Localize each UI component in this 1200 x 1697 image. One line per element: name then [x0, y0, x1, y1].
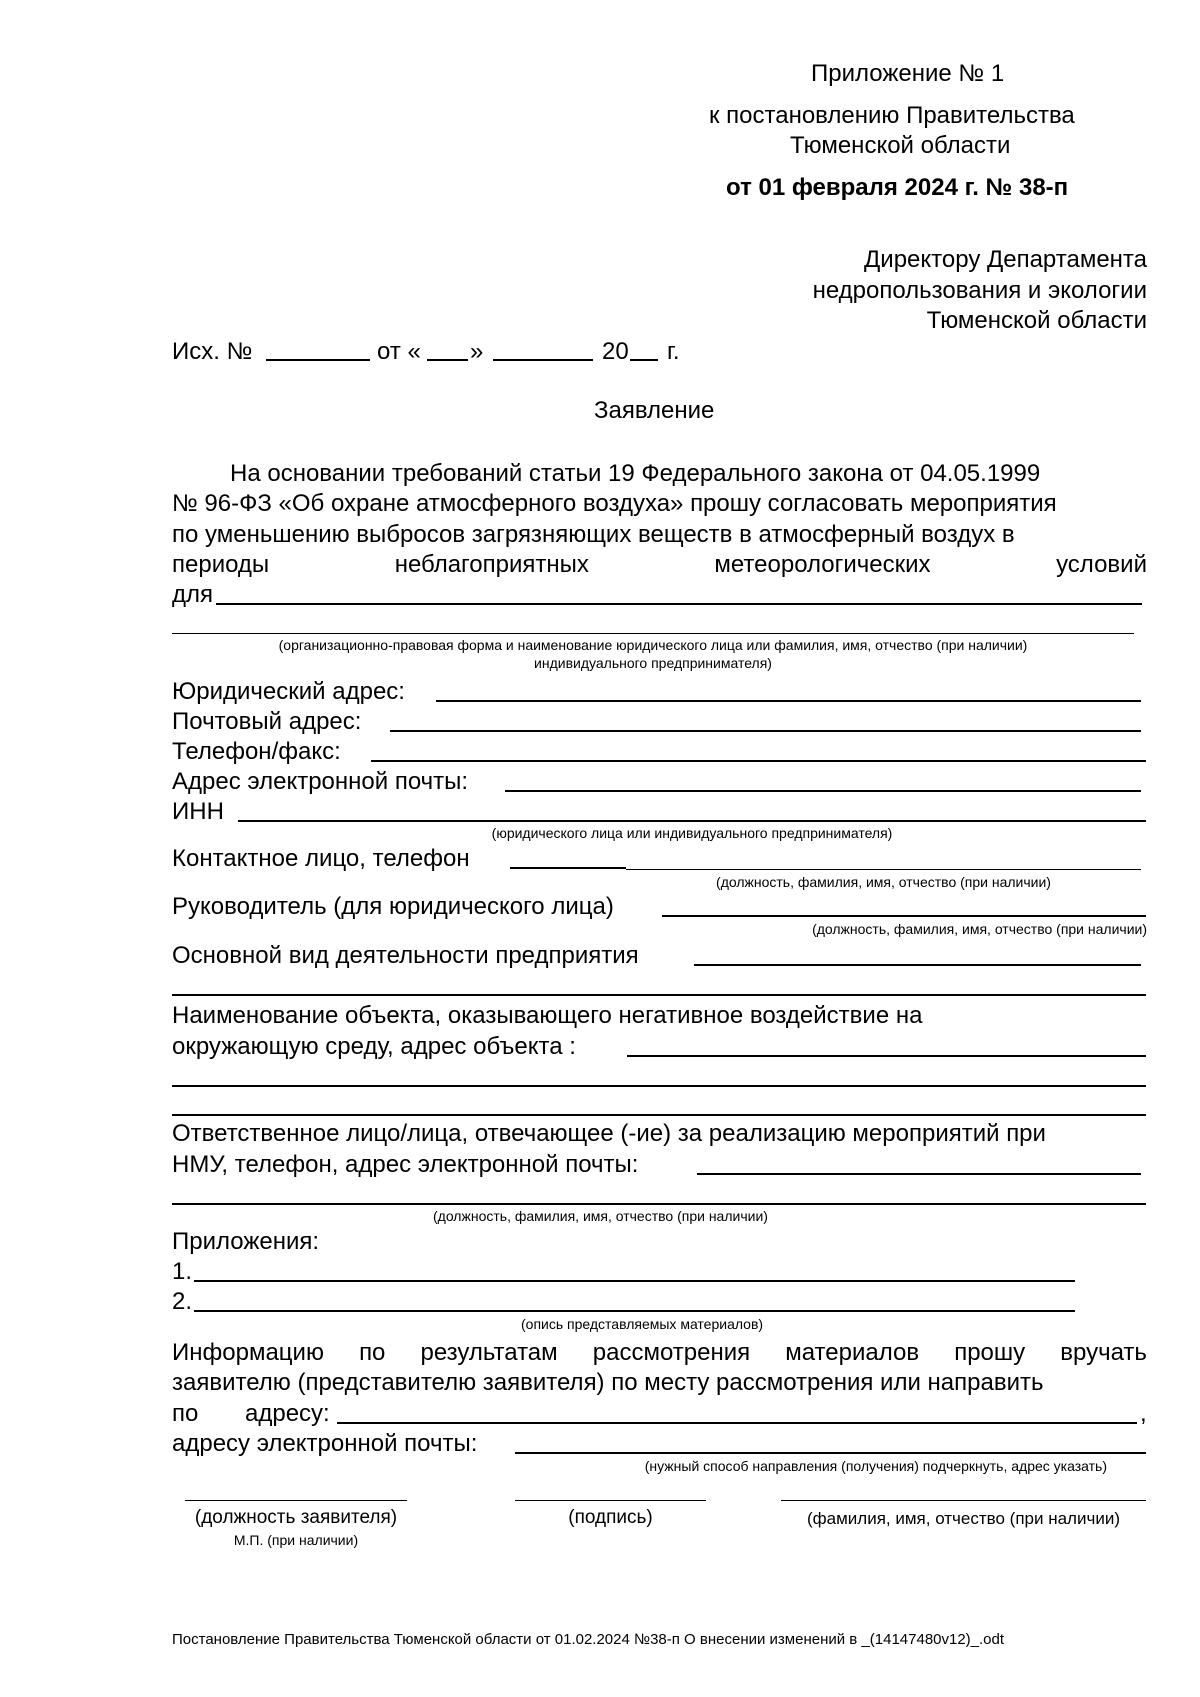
contact-person-label: Контактное лицо, телефон	[172, 845, 470, 872]
email-input[interactable]	[505, 790, 1141, 792]
intro-line-3: по уменьшению выбросов загрязняющих веществ в атмосферный воздух в	[172, 521, 1015, 548]
appendix-label: Приложение № 1	[811, 60, 1005, 87]
delivery-word-7: вручать	[1060, 1339, 1147, 1366]
delivery-line-3-a: по	[172, 1400, 199, 1427]
stamp-hint: М.П. (при наличии)	[233, 1532, 359, 1548]
intro-word-4: условий	[1056, 551, 1147, 578]
outgoing-g: г.	[667, 338, 680, 365]
legal-address-label: Юридический адрес:	[172, 678, 405, 705]
inn-label: ИНН	[172, 798, 224, 825]
object-label-line-2: окружающую среду, адрес объекта :	[172, 1033, 576, 1060]
responsible-label-line-2: НМУ, телефон, адрес электронной почты:	[172, 1151, 639, 1178]
main-activity-input-1[interactable]	[694, 964, 1141, 966]
signature-input[interactable]	[515, 1500, 706, 1501]
legal-address-input[interactable]	[436, 700, 1141, 702]
intro-line-4	[172, 553, 1147, 577]
addressee-line-1: Директору Департамента	[864, 246, 1147, 273]
intro-line-2: № 96-ФЗ «Об охране атмосферного воздуха» прошу согласовать мероприятия	[172, 490, 1057, 517]
delivery-word-3: результатам	[420, 1339, 558, 1366]
responsible-label-line-1: Ответственное лицо/лица, отвечающее (-ие) за реализацию мероприятий при	[172, 1120, 1046, 1147]
attachments-label: Приложения:	[172, 1228, 320, 1255]
intro-line-1: На основании требований статьи 19 Федерального закона от 04.05.1999	[230, 460, 1041, 487]
resolution-line-2: Тюменской области	[790, 132, 1011, 159]
delivery-line-4: адресу электронной почты:	[172, 1430, 478, 1457]
responsible-hint: (должность, фамилия, имя, отчество (при наличии)	[433, 1208, 768, 1224]
contact-person-hint: (должность, фамилия, имя, отчество (при наличии)	[716, 874, 1051, 890]
attachment-item-1-number: 1.	[172, 1258, 193, 1285]
org-name-hint-2: индивидуального предпринимателя)	[534, 655, 772, 671]
delivery-word-1: Информацию	[172, 1339, 324, 1366]
main-activity-input-2[interactable]	[172, 994, 1146, 996]
postal-address-label: Почтовый адрес:	[172, 708, 362, 735]
attachment-item-1-input[interactable]	[194, 1280, 1075, 1282]
delivery-comma: ,	[1140, 1400, 1147, 1427]
outgoing-day-blank[interactable]	[427, 359, 468, 361]
email-label: Адрес электронной почты:	[172, 768, 469, 795]
document-title: Заявление	[594, 397, 715, 424]
head-hint: (должность, фамилия, имя, отчество (при наличии)	[812, 921, 1147, 937]
outgoing-month-blank[interactable]	[493, 359, 593, 361]
responsible-input-1[interactable]	[697, 1173, 1141, 1175]
intro-word-2: неблагоприятных	[394, 551, 589, 578]
head-input[interactable]	[662, 915, 1146, 917]
head-label: Руководитель (для юридического лица)	[172, 893, 614, 920]
object-label-line-1: Наименование объекта, оказывающего негативное воздействие на	[172, 1002, 923, 1029]
delivery-line-3-b: адресу:	[245, 1400, 330, 1427]
postal-address-input[interactable]	[390, 730, 1141, 732]
delivery-hint: (нужный способ направления (получения) подчеркнуть, адрес указать)	[644, 1458, 1107, 1474]
delivery-email-input[interactable]	[515, 1452, 1146, 1454]
full-name-input[interactable]	[781, 1500, 1146, 1501]
outgoing-year: 20	[602, 338, 629, 365]
document-footer: Постановление Правительства Тюменской области от 01.02.2024 №38-п О внесении изменений в _(14147480v12)_.odt	[172, 1631, 1005, 1648]
object-input-2[interactable]	[172, 1085, 1146, 1087]
object-input-3[interactable]	[172, 1114, 1146, 1116]
delivery-word-5: материалов	[785, 1339, 920, 1366]
contact-person-input-a[interactable]	[510, 867, 626, 869]
outgoing-prefix: Исх. №	[172, 338, 253, 365]
phone-fax-input[interactable]	[371, 760, 1146, 762]
full-name-hint: (фамилия, имя, отчество (при наличии)	[807, 1509, 1120, 1528]
signature-hint: (подпись)	[568, 1507, 653, 1528]
responsible-input-2[interactable]	[172, 1203, 1146, 1205]
resolution-line-1: к постановлению Правительства	[709, 102, 1075, 129]
org-name-hint-1: (организационно-правовая форма и наименование юридического лица или фамилия, имя, отчество (при наличии)	[278, 637, 1028, 653]
attachment-item-2-number: 2.	[172, 1288, 193, 1315]
delivery-word-4: рассмотрения	[592, 1339, 751, 1366]
phone-fax-label: Телефон/факс:	[172, 738, 341, 765]
delivery-line-2: заявителю (представителю заявителя) по месту рассмотрения или направить	[172, 1369, 1044, 1396]
intro-word-1: периоды	[172, 551, 270, 578]
delivery-line-1	[172, 1341, 1147, 1365]
main-activity-label: Основной вид деятельности предприятия	[172, 942, 639, 969]
outgoing-year-blank[interactable]	[630, 359, 658, 361]
delivery-word-2: по	[359, 1339, 386, 1366]
intro-line-5: для	[172, 581, 214, 608]
attachment-item-2-input[interactable]	[194, 1310, 1075, 1312]
object-input-1[interactable]	[627, 1055, 1146, 1057]
delivery-address-input[interactable]	[337, 1422, 1137, 1424]
outgoing-close-quote: »	[470, 338, 484, 365]
org-name-blank-2[interactable]	[172, 633, 1134, 634]
contact-person-input-b[interactable]	[626, 869, 1141, 870]
inn-hint: (юридического лица или индивидуального предпринимателя)	[491, 825, 893, 841]
attachments-hint: (опись представляемых материалов)	[521, 1316, 764, 1332]
intro-word-3: метеорологических	[714, 551, 931, 578]
delivery-word-6: прошу	[954, 1339, 1026, 1366]
addressee-line-3: Тюменской области	[926, 307, 1147, 334]
resolution-date-number: от 01 февраля 2024 г. № 38-п	[726, 174, 1069, 201]
org-name-blank-1[interactable]	[216, 603, 1142, 605]
addressee-line-2: недропользования и экологии	[812, 277, 1147, 304]
applicant-position-hint: (должность заявителя)	[194, 1507, 398, 1528]
outgoing-number-blank[interactable]	[266, 359, 370, 361]
outgoing-from: от «	[377, 338, 421, 365]
applicant-position-input[interactable]	[185, 1500, 407, 1501]
inn-input[interactable]	[238, 820, 1146, 822]
